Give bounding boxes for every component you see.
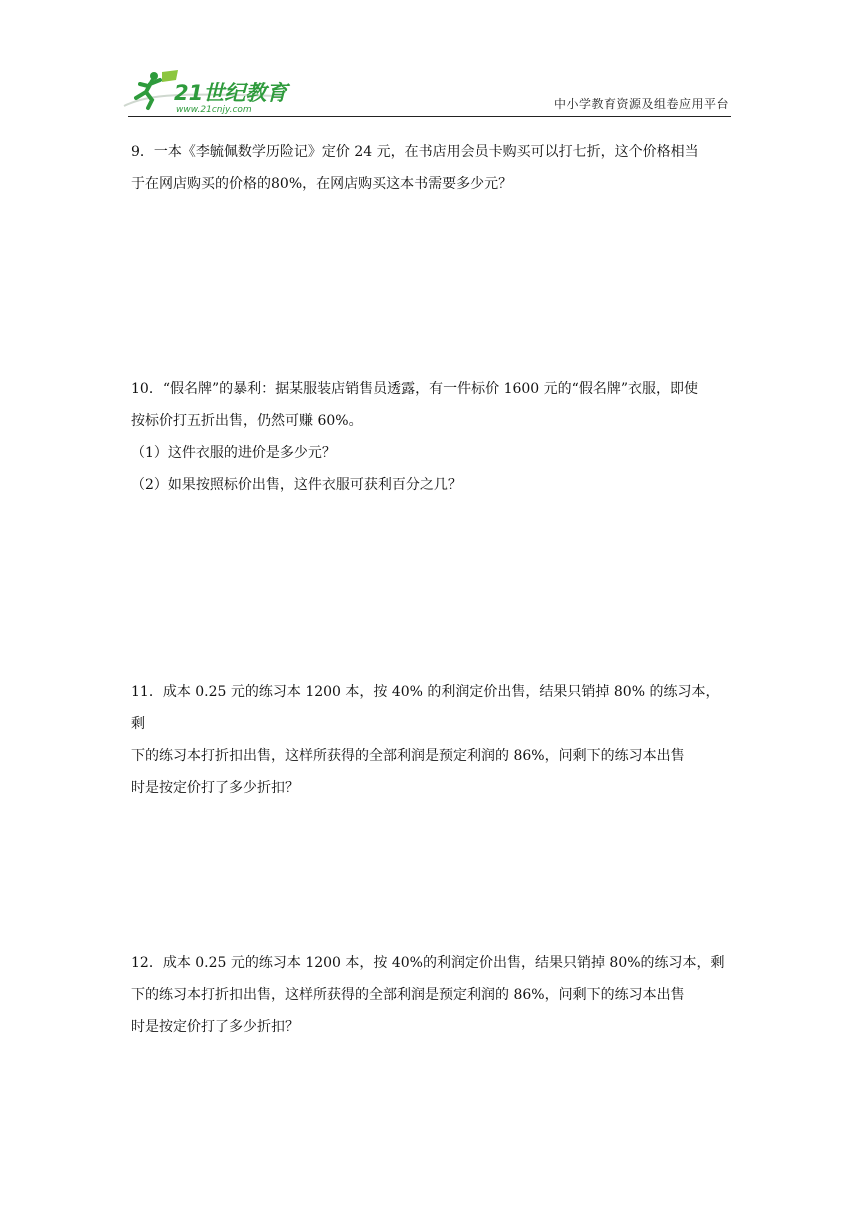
question-11 xyxy=(131,676,731,804)
logo-url-text: www.21cnjy.com xyxy=(176,105,252,115)
question-9 xyxy=(131,136,731,200)
question-12 xyxy=(131,947,731,1043)
question-line: 下的练习本打折扣出售，这样所获得的全部利润是预定利润的 86%，问剩下的练习本出售 xyxy=(131,987,685,1003)
logo-main-text: 21世纪教育 xyxy=(174,81,288,105)
platform-label: 中小学教育资源及组卷应用平台 xyxy=(553,97,729,111)
question-line: 11．成本 0.25 元的练习本 1200 本，按 40% 的利润定价出售，结果只销掉 80% 的练习本，剩 xyxy=(131,684,720,732)
site-logo xyxy=(122,66,292,118)
question-line: 按标价打五折出售，仍然可赚 60%。 xyxy=(131,413,363,429)
sub-question-2: （2）如果按照标价出售，这件衣服可获利百分之几？ xyxy=(131,477,462,493)
running-person-logo-icon xyxy=(122,66,292,118)
header-divider xyxy=(128,116,731,117)
question-line: 时是按定价打了多少折扣？ xyxy=(131,780,299,796)
question-line: 下的练习本打折扣出售，这样所获得的全部利润是预定利润的 86%，问剩下的练习本出售 xyxy=(131,748,685,764)
page-header xyxy=(0,0,860,120)
question-line: 于在网店购买的价格的80%，在网店购买这本书需要多少元？ xyxy=(131,176,513,192)
question-10 xyxy=(131,373,731,501)
question-line: 9．一本《李毓佩数学历险记》定价 24 元，在书店用会员卡购买可以打七折，这个价格相当 xyxy=(131,144,699,160)
sub-question-1: （1）这件衣服的进价是多少元？ xyxy=(131,445,336,461)
question-line: 12．成本 0.25 元的练习本 1200 本，按 40%的利润定价出售，结果只销掉 80%的练习本，剩 xyxy=(131,955,725,971)
question-line: 时是按定价打了多少折扣？ xyxy=(131,1019,299,1035)
question-line: 10．“假名牌”的暴利：据某服装店销售员透露，有一件标价 1600 元的“假名牌”衣服，即使 xyxy=(131,381,698,397)
